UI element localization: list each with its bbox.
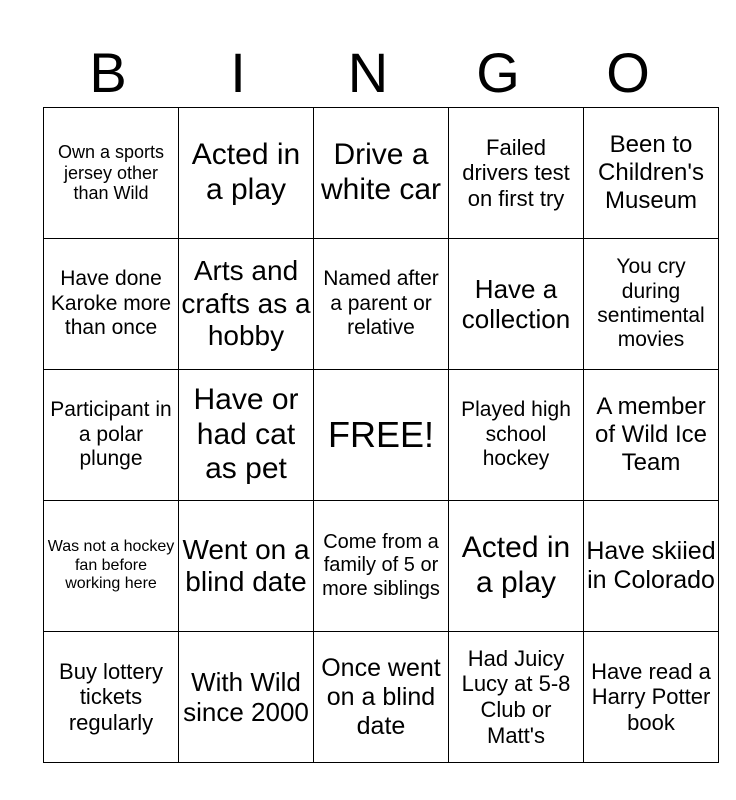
bingo-cell[interactable]: Participant in a polar plunge bbox=[44, 370, 179, 501]
bingo-cell[interactable]: You cry during sentimental movies bbox=[584, 239, 719, 370]
bingo-cell[interactable]: Played high school hockey bbox=[449, 370, 584, 501]
bingo-header bbox=[43, 40, 693, 106]
bingo-board bbox=[43, 107, 719, 763]
board-row bbox=[44, 239, 719, 370]
free-cell[interactable]: FREE! bbox=[314, 370, 449, 501]
bingo-cell[interactable]: Named after a parent or relative bbox=[314, 239, 449, 370]
board-row bbox=[44, 370, 719, 501]
bingo-cell[interactable]: Have a collection bbox=[449, 239, 584, 370]
bingo-cell[interactable]: Once went on a blind date bbox=[314, 632, 449, 763]
header-letter-g: G bbox=[476, 41, 520, 104]
bingo-cell[interactable]: Been to Children's Museum bbox=[584, 108, 719, 239]
bingo-cell[interactable]: Was not a hockey fan before working here bbox=[44, 501, 179, 632]
bingo-cell[interactable]: Acted in a play bbox=[449, 501, 584, 632]
bingo-cell[interactable]: Drive a white car bbox=[314, 108, 449, 239]
bingo-cell[interactable]: Buy lottery tickets regularly bbox=[44, 632, 179, 763]
bingo-cell[interactable]: Have done Karoke more than once bbox=[44, 239, 179, 370]
bingo-cell[interactable]: Had Juicy Lucy at 5-8 Club or Matt's bbox=[449, 632, 584, 763]
header-letter-n: N bbox=[347, 41, 389, 104]
bingo-cell[interactable]: A member of Wild Ice Team bbox=[584, 370, 719, 501]
header-letter-b: B bbox=[89, 41, 127, 104]
bingo-cell[interactable]: Arts and crafts as a hobby bbox=[179, 239, 314, 370]
bingo-cell[interactable]: Went on a blind date bbox=[179, 501, 314, 632]
bingo-cell[interactable]: Have read a Harry Potter book bbox=[584, 632, 719, 763]
bingo-cell[interactable]: Acted in a play bbox=[179, 108, 314, 239]
board-row bbox=[44, 108, 719, 239]
bingo-cell[interactable]: Failed drivers test on first try bbox=[449, 108, 584, 239]
board-row bbox=[44, 632, 719, 763]
bingo-cell[interactable]: Own a sports jersey other than Wild bbox=[44, 108, 179, 239]
header-letter-i: I bbox=[230, 41, 246, 104]
bingo-cell[interactable]: Have or had cat as pet bbox=[179, 370, 314, 501]
board-row bbox=[44, 501, 719, 632]
bingo-cell[interactable]: Have skiied in Colorado bbox=[584, 501, 719, 632]
header-letter-o: O bbox=[606, 41, 650, 104]
bingo-cell[interactable]: With Wild since 2000 bbox=[179, 632, 314, 763]
bingo-cell[interactable]: Come from a family of 5 or more siblings bbox=[314, 501, 449, 632]
